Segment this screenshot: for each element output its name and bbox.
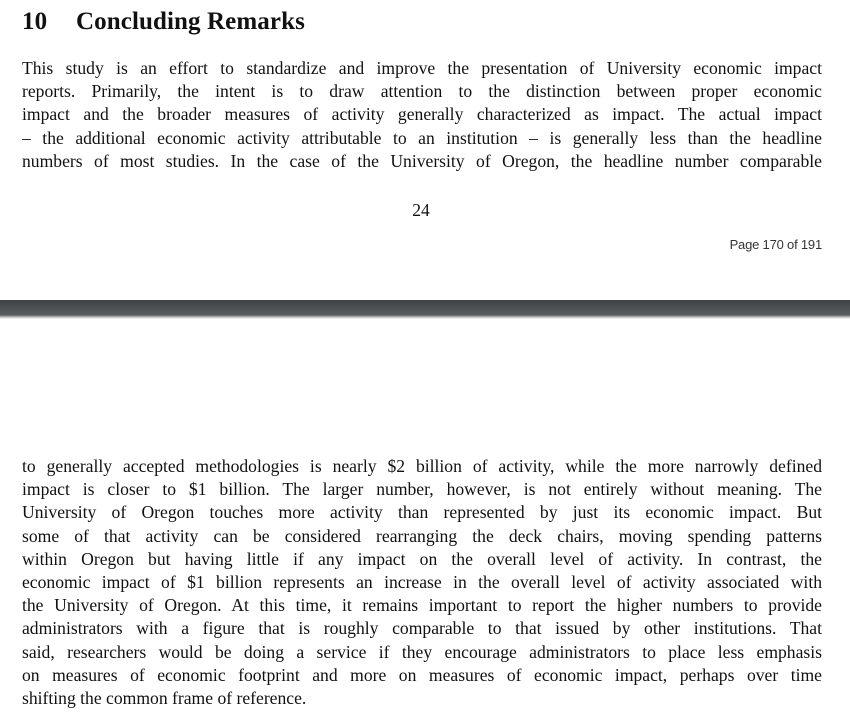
paragraph-line: said, researchers would be doing a service if they encourage administrators to place less emphasis: [22, 641, 822, 662]
paragraph-line: shifting the common frame of reference.: [22, 687, 307, 708]
page-indicator: Page 170 of 191: [729, 237, 822, 252]
section-title: Concluding Remarks: [76, 8, 305, 35]
paragraph-line: the University of Oregon. At this time, it remains important to report the higher numbers to provide: [22, 595, 822, 616]
paragraph-line: some of that activity can be considered rearranging the deck chairs, moving spending patterns: [22, 525, 822, 546]
document-page-top: [0, 0, 850, 300]
paragraph-line: on measures of economic footprint and more on measures of economic impact, perhaps over time: [22, 664, 822, 685]
paragraph-line: within Oregon but having little if any impact on the overall level of activity. In contrast, the: [22, 548, 822, 569]
section-heading: [22, 8, 305, 36]
page-number: 24: [412, 200, 430, 220]
paragraph-line: – the additional economic activity attributable to an institution – is generally less than the headline: [22, 127, 822, 148]
paragraph-line: to generally accepted methodologies is nearly $2 billion of activity, while the more narrowly defined: [22, 456, 822, 476]
section-number: 10: [22, 8, 48, 35]
body-paragraph: [22, 57, 822, 173]
paragraph-line: impact and the broader measures of activity generally characterized as impact. The actual impact: [22, 104, 822, 125]
paragraph-line: impact is closer to $1 billion. The larger number, however, is not entirely without meaning. The: [22, 479, 822, 500]
paragraph-line: University of Oregon touches more activity than represented by just its economic impact. But: [22, 502, 822, 523]
page-separator: [0, 300, 850, 319]
paragraph-line: This study is an effort to standardize and improve the presentation of University economic impact: [22, 58, 822, 78]
body-paragraph-continued: [22, 455, 822, 710]
paragraph-line: administrators with a figure that is roughly comparable to that issued by other institutions. That: [22, 618, 822, 639]
paragraph-line: economic impact of $1 billion represents an increase in the overall level of activity associated with: [22, 571, 822, 592]
paragraph-line: numbers of most studies. In the case of the University of Oregon, the headline number comparable: [22, 150, 822, 171]
paragraph-line: reports. Primarily, the intent is to draw attention to the distinction between proper economic: [22, 81, 822, 102]
